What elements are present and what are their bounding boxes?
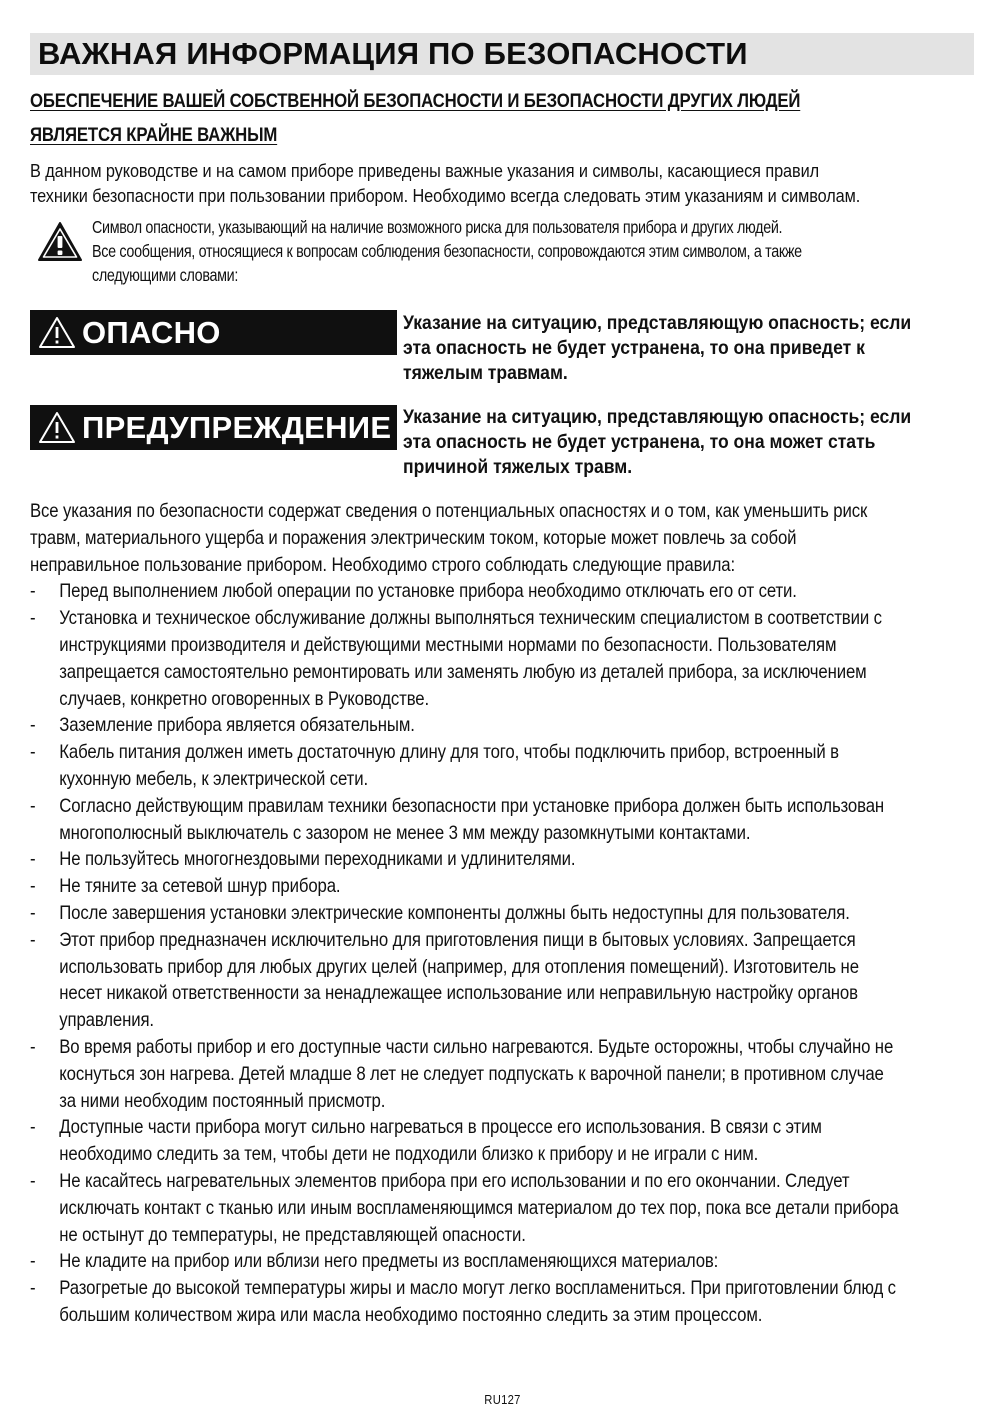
list-dash: -	[30, 794, 36, 817]
list-item-line: за ними необходим постоянный присмотр.	[59, 1089, 386, 1112]
list-item	[30, 739, 976, 793]
list-dash: -	[30, 607, 36, 630]
list-item-line: Разогретые до высокой температуры жиры и масло могут легко воспламениться. При приготовлении блюд с	[59, 1277, 896, 1300]
list-item-line: Этот прибор предназначен исключительно для приготовления пищи в бытовых условиях. Запрещается	[59, 928, 856, 951]
list-item-line: не остынут до температуры, не представляющей опасности.	[59, 1223, 526, 1246]
list-item-line: Кабель питания должен иметь достаточную длину для того, чтобы подключить прибор, встроенный в	[59, 741, 839, 764]
list-item-line: большим количеством жира или масла необходимо постоянно следить за этим процессом.	[59, 1303, 763, 1326]
list-item-line: несет никакой ответственности за ненадлежащее использование или неправильную настройку органов	[59, 982, 858, 1005]
signal-word-warning: ПРЕДУПРЕЖДЕНИЕ	[82, 409, 392, 445]
list-item-line: запрещается самостоятельно ремонтировать или заменять любую из деталей прибора, за исключением	[59, 660, 867, 683]
rules-list	[30, 578, 976, 1328]
rules-intro-line: Все указания по безопасности содержат сведения о потенциальных опасностях и о том, как уменьшить риск	[30, 500, 868, 522]
page-title: ВАЖНАЯ ИНФОРМАЦИЯ ПО БЕЗОПАСНОСТИ	[38, 36, 748, 71]
intro-line: В данном руководстве и на самом приборе приведены важные указания и символы, касающиеся правил	[30, 160, 819, 181]
warning-triangle-outline-icon	[38, 316, 76, 349]
list-item-line: Не кладите на прибор или вблизи него предметы из воспламеняющихся материалов:	[59, 1250, 719, 1273]
signal-warning-description	[403, 405, 979, 480]
subtitle	[30, 84, 976, 152]
list-item	[30, 605, 976, 712]
list-item	[30, 578, 976, 605]
list-dash: -	[30, 1169, 36, 1192]
list-item-line: управления.	[59, 1009, 154, 1032]
intro-paragraph	[30, 158, 998, 208]
signal-warning	[30, 405, 397, 450]
list-dash: -	[30, 741, 36, 764]
warning-triangle-outline-icon	[38, 411, 76, 444]
list-item-line: инструкциями производителя и действующими местными нормами по безопасности. Пользователям	[59, 633, 837, 656]
symbol-line: Символ опасности, указывающий на наличие возможного риска для пользователя прибора и других людей.	[92, 217, 783, 237]
list-item-line: использовать прибор для любых других целей (например, для отопления помещений). Изготовитель не	[59, 955, 859, 978]
list-dash: -	[30, 848, 36, 871]
list-item-line: Во время работы прибор и его доступные части сильно нагреваются. Будьте осторожны, чтобы случайно не	[59, 1035, 894, 1058]
signal-danger	[30, 310, 397, 355]
subtitle-line: ЯВЛЯЕТСЯ КРАЙНЕ ВАЖНЫМ	[30, 124, 278, 146]
signal-desc-line: эта опасность не будет устранена, то она приведет к	[403, 337, 865, 359]
list-item	[30, 846, 976, 873]
list-dash: -	[30, 875, 36, 898]
list-dash: -	[30, 1250, 36, 1273]
list-item-line: коснуться зон нагрева. Детей младше 8 лет не следует подпускать к варочной панели; в противном случае	[59, 1062, 884, 1085]
signal-desc-line: причиной тяжелых травм.	[403, 456, 633, 478]
warning-triangle-icon	[37, 221, 83, 262]
list-item	[30, 1168, 976, 1248]
list-item-line: случаев, конкретно оговоренных в Руководстве.	[59, 687, 430, 710]
title-bar	[30, 33, 974, 75]
list-dash: -	[30, 1277, 36, 1300]
list-item-line: Заземление прибора является обязательным.	[59, 714, 415, 737]
list-item	[30, 873, 976, 900]
list-item-line: исключать контакт с тканью или иным воспламеняющимся материалом до тех пор, пока все детали прибора	[59, 1196, 899, 1219]
list-item-line: кухонную мебель, к электрической сети.	[59, 767, 369, 790]
list-dash: -	[30, 1116, 36, 1139]
rules-intro-line: травм, материального ущерба и поражения электрическим током, которые может повлечь за собой	[30, 526, 797, 549]
list-item-line: Согласно действующим правилам техники безопасности при установке прибора должен быть использован	[59, 794, 885, 817]
symbol-line: следующими словами:	[92, 265, 238, 285]
safety-rules	[30, 498, 976, 1329]
list-item	[30, 1275, 976, 1329]
list-item	[30, 1248, 976, 1275]
list-item-line: После завершения установки электрические компоненты должны быть недоступны для пользователя.	[59, 901, 850, 924]
page-number: RU127	[484, 1393, 521, 1407]
rules-intro-line: неправильное пользование прибором. Необходимо строго соблюдать следующие правила:	[30, 553, 735, 576]
list-item	[30, 712, 976, 739]
list-item	[30, 900, 976, 927]
list-dash: -	[30, 1035, 36, 1058]
intro-line: техники безопасности при пользовании прибором. Необходимо всегда следовать этим указаниям и символам.	[30, 185, 861, 206]
symbol-description	[92, 215, 961, 287]
list-dash: -	[30, 901, 36, 924]
list-dash: -	[30, 928, 36, 951]
danger-symbol-explanation	[37, 215, 977, 295]
list-item	[30, 1034, 976, 1114]
list-dash: -	[30, 580, 36, 603]
signal-desc-line: эта опасность не будет устранена, то она может стать	[403, 431, 876, 453]
list-item-line: Не тяните за сетевой шнур прибора.	[59, 875, 341, 898]
list-item-line: многополюсный выключатель с зазором не менее 3 мм между разомкнутыми контактами.	[59, 821, 751, 844]
list-item	[30, 793, 976, 847]
list-item	[30, 927, 976, 1034]
list-item-line: Перед выполнением любой операции по установке прибора необходимо отключать его от сети.	[59, 580, 797, 603]
list-item-line: Не касайтесь нагревательных элементов прибора при его использовании и по его окончании. Следует	[59, 1169, 850, 1192]
subtitle-line: ОБЕСПЕЧЕНИЕ ВАШЕЙ СОБСТВЕННОЙ БЕЗОПАСНОСТИ И БЕЗОПАСНОСТИ ДРУГИХ ЛЮДЕЙ	[30, 90, 801, 112]
list-dash: -	[30, 714, 36, 737]
list-item-line: Доступные части прибора могут сильно нагреваться в процессе его использования. В связи с этим	[59, 1116, 822, 1139]
signal-desc-line: тяжелым травмам.	[403, 362, 568, 384]
signal-danger-description	[403, 311, 979, 386]
symbol-line: Все сообщения, относящиеся к вопросам соблюдения безопасности, сопровождаются этим символом, а также	[92, 241, 802, 261]
list-item-line: необходимо следить за тем, чтобы дети не подходили близко к прибору и не играли с ним.	[59, 1143, 759, 1166]
list-item	[30, 1114, 976, 1168]
signal-desc-line: Указание на ситуацию, представляющую опасность; если	[403, 312, 912, 334]
signal-word-danger: ОПАСНО	[82, 314, 221, 350]
list-item-line: Установка и техническое обслуживание должны выполняться техническим специалистом в соответствии с	[59, 607, 882, 630]
list-item-line: Не пользуйтесь многогнездовыми переходниками и удлинителями.	[59, 848, 576, 871]
signal-desc-line: Указание на ситуацию, представляющую опасность; если	[403, 406, 912, 428]
